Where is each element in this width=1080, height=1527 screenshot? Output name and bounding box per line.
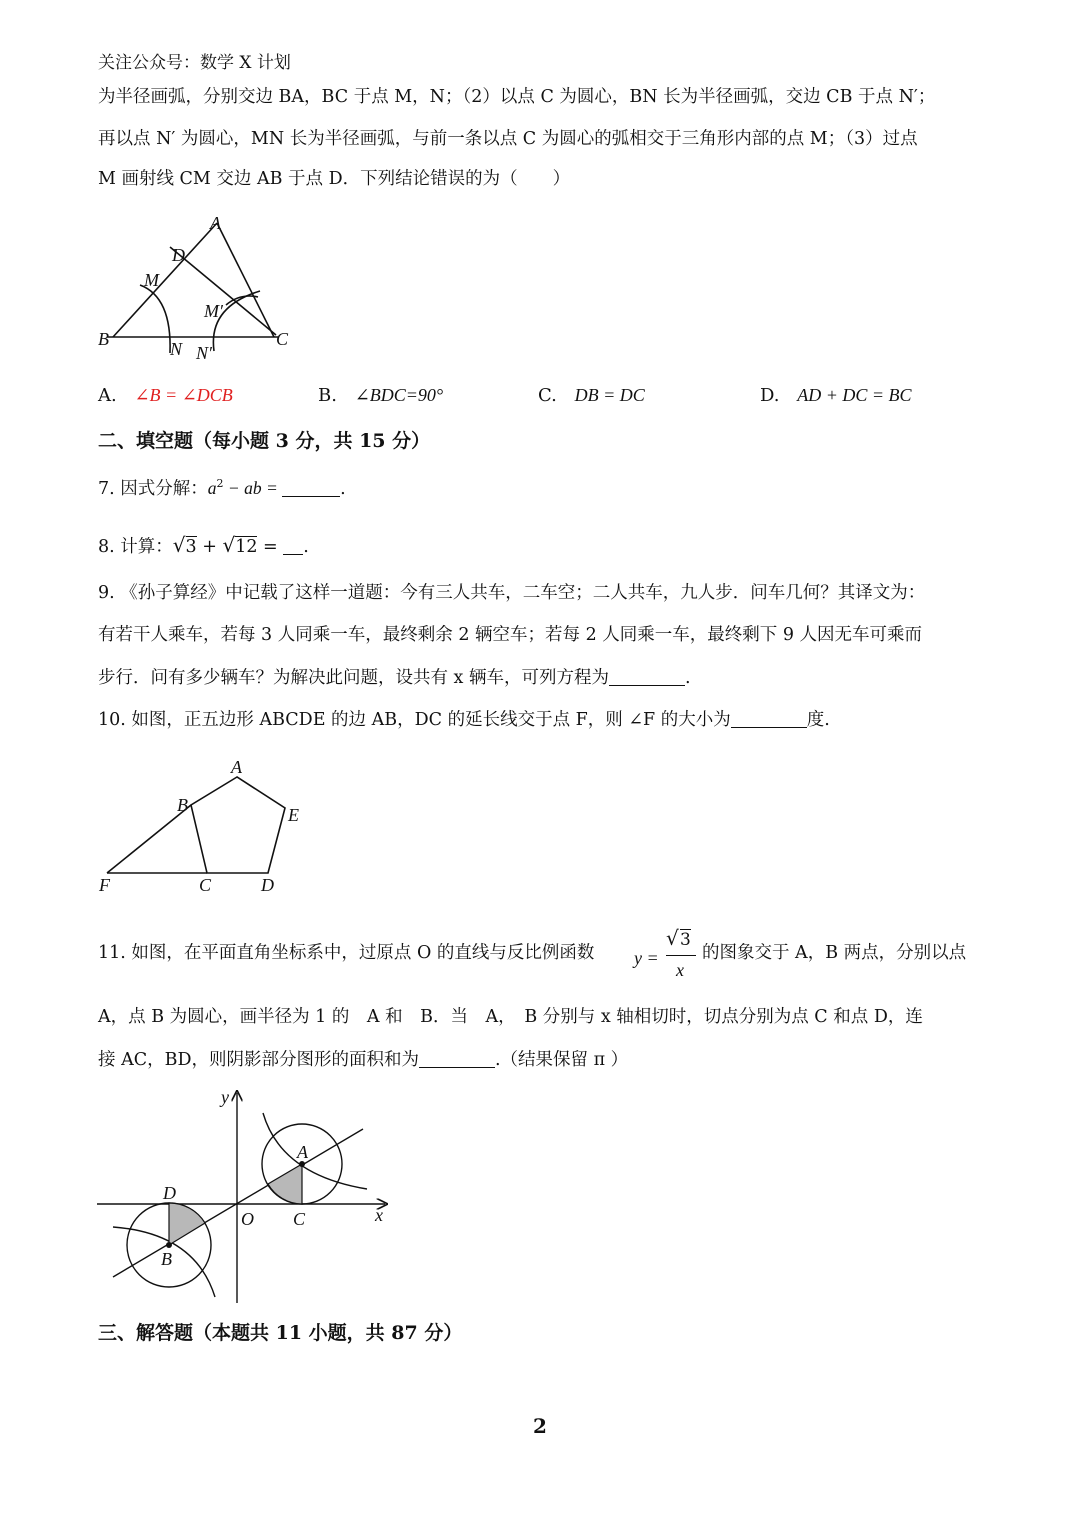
arc-b: [140, 285, 170, 353]
option-d-text: AD + DC = BC: [797, 385, 912, 405]
q7-end: .: [340, 478, 346, 499]
q10-text-main: 10. 如图，正五边形 ABCDE 的边 AB，DC 的延长线交于点 F，则 ∠F 的大小为: [98, 710, 731, 730]
q11-line-1-a: 11. 如图，在平面直角坐标系中，过原点 O 的直线与反比例函数: [98, 943, 595, 963]
q10-answer-blank: [731, 711, 807, 728]
q10-pentagon-figure: [95, 755, 320, 900]
q11-frac-den: x: [676, 960, 684, 980]
label-d: D: [261, 875, 274, 895]
label-o: O: [241, 1209, 254, 1229]
fraction-bar: [666, 955, 696, 956]
label-y: y: [221, 1087, 229, 1107]
sqrt-icon: √: [222, 533, 236, 557]
q11-coordinate-figure: [95, 1085, 395, 1307]
q11-line-3-end: .（结果保留 π ）: [494, 1050, 629, 1070]
q11-function-fraction: [632, 926, 702, 986]
label-m-prime: M′: [204, 301, 223, 321]
shaded-sector-b: [169, 1203, 205, 1245]
label-c: C: [199, 875, 212, 895]
label-d: D: [172, 245, 185, 265]
q9-line-3-text: 步行．问有多少辆车？为解决此问题，设共有 x 辆车，可列方程为: [98, 668, 609, 688]
q10-text: [98, 711, 830, 730]
q11-line-3-text: 接 AC，BD，则阴影部分图形的面积和为: [98, 1050, 419, 1070]
q6-line-2: 再以点 N′ 为圆心，MN 长为半径画弧，与前一条以点 C 为圆心的弧相交于三角形内部的点 M；（3）过点: [98, 129, 918, 149]
q9-line-1: 9. 《孙子算经》中记载了这样一道题：今有三人共车，二车空；二人共车，九人步．问车几何？其译文为：: [98, 583, 926, 603]
label-n-prime: N′: [196, 343, 212, 363]
q8-answer-blank: [283, 538, 303, 555]
q10-text-end: 度.: [806, 710, 830, 730]
line-through-origin: [113, 1129, 363, 1277]
point-b: [166, 1242, 172, 1248]
label-f: F: [99, 875, 110, 895]
q8-prefix: 8. 计算：: [98, 537, 173, 557]
q8-radicand-1: 3: [185, 537, 197, 557]
q7-rest: − ab =: [223, 477, 283, 498]
option-c-label: C.: [538, 385, 557, 406]
q9-line-3-end: .: [685, 668, 691, 688]
label-n: N: [170, 339, 183, 359]
label-e: E: [288, 805, 299, 825]
q7-sup: 2: [216, 477, 224, 490]
option-b: [318, 385, 443, 406]
side-ac: [217, 223, 274, 337]
side-ba: [113, 223, 217, 337]
section-3-title: 三、解答题（本题共 11 小题，共 87 分）: [98, 1322, 463, 1344]
q6-line-3: M 画射线 CM 交边 AB 于点 D．下列结论错误的为（ ）: [98, 169, 571, 189]
option-c-text: DB = DC: [574, 385, 645, 405]
option-a: [98, 385, 233, 406]
label-a: A: [210, 213, 221, 233]
label-a: A: [231, 757, 242, 777]
label-x: x: [375, 1205, 383, 1225]
label-c: C: [276, 329, 289, 349]
q7-prefix: 7. 因式分解：: [98, 478, 208, 499]
q8: [98, 535, 309, 557]
pentagon-abcde: [191, 777, 285, 873]
ray-cm: [170, 247, 276, 335]
page-number: 2: [533, 1414, 547, 1438]
q11-line-2: A，点 B 为圆心，画半径为 1 的 A 和 B．当 A， B 分别与 x 轴相切时，切点分别为点 C 和点 D，连: [98, 1007, 923, 1027]
q6-line-1: 为半径画弧，分别交边 BA，BC 于点 M，N；（2）以点 C 为圆心，BN 长为半径画弧，交边 CB 于点 N′；: [98, 87, 936, 107]
q8-end: .: [303, 537, 309, 557]
label-m: M: [144, 270, 159, 290]
label-b: B: [98, 329, 109, 349]
q11-line-1-b: 的图象交于 A，B 两点，分别以点: [702, 943, 967, 963]
header-note: 关注公众号：数学 X 计划: [98, 53, 291, 73]
label-c: C: [293, 1209, 306, 1229]
shaded-sector-a: [268, 1164, 302, 1204]
label-b: B: [161, 1249, 172, 1269]
label-d: D: [163, 1183, 176, 1203]
q8-radicand-2: 12: [235, 537, 258, 557]
q7-a: a: [207, 477, 217, 498]
q9-line-3: [98, 669, 691, 688]
q8-plus: +: [196, 537, 223, 557]
arc-c: [213, 291, 260, 351]
q6-triangle-figure: [90, 205, 310, 365]
section-2-title: 二、填空题（每小题 3 分，共 15 分）: [98, 430, 431, 452]
option-b-text: ∠BDC=90°: [354, 385, 444, 405]
q7-answer-blank: [282, 480, 340, 497]
option-d: [760, 385, 912, 406]
option-a-label: A.: [98, 385, 117, 406]
option-d-label: D.: [760, 385, 780, 406]
option-b-label: B.: [318, 385, 337, 406]
option-a-text: ∠B = ∠DCB: [134, 385, 233, 405]
option-c: [538, 385, 645, 406]
sqrt-icon: √: [172, 533, 186, 557]
ext-ab: [107, 805, 191, 873]
label-a: A: [297, 1142, 308, 1162]
q9-answer-blank: [609, 669, 685, 686]
q11-y-eq: y =: [634, 948, 659, 968]
sqrt-icon: √: [666, 926, 679, 950]
q11-line-3: [98, 1051, 628, 1070]
q8-eq: =: [257, 537, 284, 557]
label-b: B: [177, 795, 188, 815]
q11-answer-blank: [419, 1051, 495, 1068]
q11-frac-num: 3: [680, 930, 691, 950]
q7: [98, 478, 346, 498]
q9-line-2: 有若干人乘车，若每 3 人同乘一车，最终剩余 2 辆空车；若每 2 人同乘一车，最终剩下 9 人因无车可乘而: [98, 625, 923, 645]
